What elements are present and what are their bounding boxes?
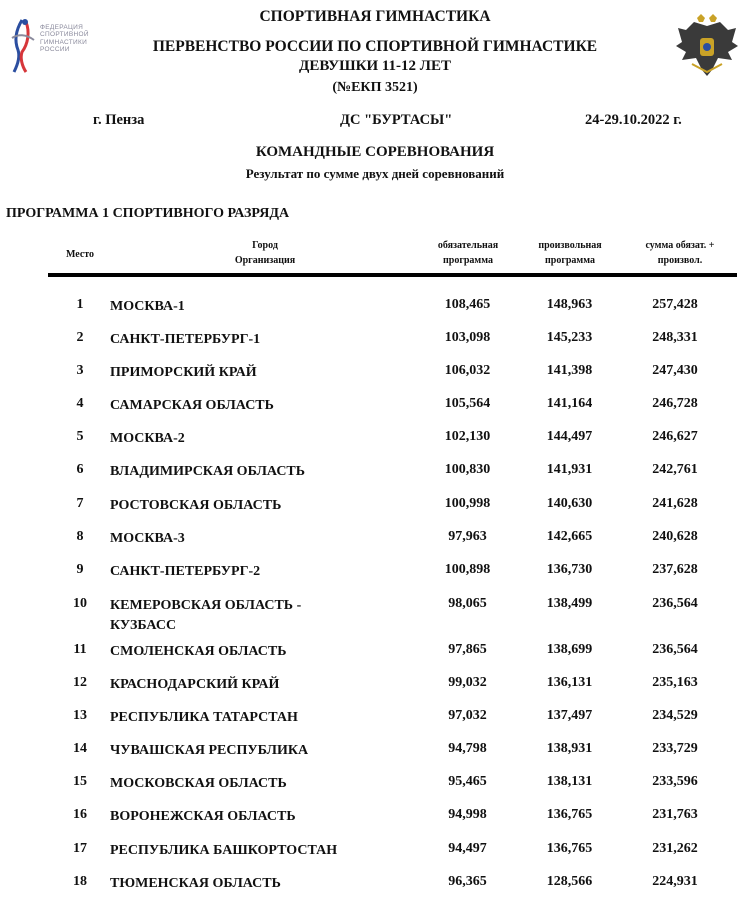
city: г. Пенза — [93, 112, 145, 128]
program-title: ПРОГРАММА 1 СПОРТИВНОГО РАЗРЯДА — [6, 206, 290, 221]
row-compulsory: 97,963 — [448, 529, 487, 544]
row-total: 247,430 — [652, 363, 698, 378]
championship-title: ПЕРВЕНСТВО РОССИИ ПО СПОРТИВНОЙ ГИМНАСТИКЕ — [152, 38, 598, 55]
category-title: ДЕВУШКИ 11-12 ЛЕТ — [299, 58, 451, 74]
row-place: 17 — [73, 841, 87, 856]
row-optional: 144,497 — [546, 429, 593, 444]
row-organization: РЕСПУБЛИКА ТАТАРСТАН — [110, 710, 298, 725]
row-optional: 136,131 — [546, 675, 593, 690]
row-compulsory: 95,465 — [448, 774, 487, 789]
col-header-place: Место — [65, 249, 95, 260]
row-compulsory: 96,365 — [448, 874, 487, 889]
row-place: 1 — [76, 297, 84, 312]
col-header-total-line: сумма обязат. + — [645, 240, 715, 251]
row-optional: 145,233 — [546, 330, 593, 345]
row-total: 248,331 — [652, 330, 698, 345]
sport-title: СПОРТИВНАЯ ГИМНАСТИКА — [259, 8, 491, 25]
row-compulsory: 94,798 — [448, 741, 487, 756]
row-optional: 136,765 — [546, 807, 593, 822]
row-compulsory: 106,032 — [444, 363, 491, 378]
row-place: 6 — [76, 462, 84, 477]
col-header-total-line: произвол. — [657, 255, 703, 266]
row-total: 236,564 — [652, 596, 698, 611]
col-header-compulsory — [418, 238, 518, 268]
row-optional: 136,765 — [546, 841, 593, 856]
col-header-optional-line: произвольная — [538, 240, 602, 251]
col-header-compulsory-line: обязательная — [437, 240, 499, 251]
venue: ДС "БУРТАСЫ" — [340, 112, 453, 128]
row-place: 2 — [76, 330, 84, 345]
row-total: 233,729 — [652, 741, 698, 756]
row-place: 8 — [76, 529, 84, 544]
row-organization: КЕМЕРОВСКАЯ ОБЛАСТЬ - КУЗБАСС — [110, 598, 302, 633]
row-compulsory: 97,865 — [448, 642, 487, 657]
row-organization: МОСКВА-3 — [110, 531, 185, 546]
row-optional: 140,630 — [546, 496, 593, 511]
row-compulsory: 100,830 — [444, 462, 491, 477]
col-header-total — [625, 238, 735, 268]
row-place: 14 — [73, 741, 87, 756]
row-place: 3 — [76, 363, 84, 378]
row-place: 5 — [76, 429, 84, 444]
header-divider — [48, 273, 737, 277]
result-note: Результат по сумме двух дней соревнований — [245, 166, 505, 181]
row-total: 231,763 — [652, 807, 698, 822]
competition-title: КОМАНДНЫЕ СОРЕВНОВАНИЯ — [255, 144, 495, 160]
row-optional: 142,665 — [546, 529, 593, 544]
row-place: 15 — [73, 774, 87, 789]
row-compulsory: 100,898 — [444, 562, 491, 577]
dates: 24-29.10.2022 г. — [585, 112, 682, 128]
row-organization: ВЛАДИМИРСКАЯ ОБЛАСТЬ — [110, 464, 306, 479]
col-header-org-line: Город — [252, 240, 278, 251]
row-optional: 128,566 — [546, 874, 593, 889]
row-optional: 138,699 — [546, 642, 593, 657]
row-compulsory: 98,065 — [448, 596, 487, 611]
row-place: 13 — [73, 708, 87, 723]
federation-line: РОССИИ — [40, 46, 70, 54]
row-place: 7 — [76, 496, 84, 511]
row-total: 237,628 — [652, 562, 698, 577]
federation-line: ГИМНАСТИКИ — [40, 38, 88, 46]
row-optional: 141,164 — [546, 396, 593, 411]
row-total: 224,931 — [652, 874, 698, 889]
row-organization: ЧУВАШСКАЯ РЕСПУБЛИКА — [110, 743, 309, 758]
row-organization: КРАСНОДАРСКИЙ КРАЙ — [110, 677, 280, 692]
row-total: 246,627 — [652, 429, 698, 444]
row-organization: ВОРОНЕЖСКАЯ ОБЛАСТЬ — [110, 809, 296, 824]
row-total: 242,761 — [652, 462, 698, 477]
col-header-org-line: Организация — [234, 255, 296, 266]
col-header-optional — [520, 238, 620, 268]
row-organization: МОСКВА-1 — [110, 299, 185, 314]
row-optional: 138,131 — [546, 774, 593, 789]
row-total: 241,628 — [652, 496, 698, 511]
federation-line: ФЕДЕРАЦИЯ — [40, 24, 84, 31]
row-compulsory: 108,465 — [444, 297, 491, 312]
row-optional: 141,931 — [546, 462, 593, 477]
row-organization: МОСКОВСКАЯ ОБЛАСТЬ — [110, 776, 287, 791]
row-optional: 136,730 — [546, 562, 593, 577]
row-total: 236,564 — [652, 642, 698, 657]
row-total: 240,628 — [652, 529, 698, 544]
row-compulsory: 100,998 — [444, 496, 491, 511]
row-place: 4 — [76, 396, 84, 411]
row-compulsory: 102,130 — [444, 429, 491, 444]
row-optional: 141,398 — [546, 363, 593, 378]
row-compulsory: 99,032 — [448, 675, 487, 690]
row-organization: СМОЛЕНСКАЯ ОБЛАСТЬ — [110, 644, 287, 659]
row-compulsory: 94,497 — [448, 841, 487, 856]
federation-line: СПОРТИВНОЙ — [40, 31, 89, 39]
row-organization: РОСТОВСКАЯ ОБЛАСТЬ — [110, 498, 282, 513]
ekp-number: (№ЕКП 3521) — [332, 80, 418, 95]
row-place: 10 — [73, 596, 87, 611]
row-place: 11 — [73, 642, 87, 657]
col-header-compulsory-line: программа — [443, 255, 493, 266]
row-organization: ТЮМЕНСКАЯ ОБЛАСТЬ — [110, 876, 281, 891]
row-organization: САНКТ-ПЕТЕРБУРГ-2 — [110, 564, 261, 579]
row-place: 12 — [73, 675, 87, 690]
row-organization: САНКТ-ПЕТЕРБУРГ-1 — [110, 332, 261, 347]
row-compulsory: 103,098 — [444, 330, 491, 345]
row-total: 246,728 — [652, 396, 698, 411]
row-total: 231,262 — [652, 841, 698, 856]
row-place: 9 — [76, 562, 84, 577]
col-header-org — [200, 238, 330, 268]
row-organization: САМАРСКАЯ ОБЛАСТЬ — [110, 398, 274, 413]
row-optional: 138,931 — [546, 741, 593, 756]
row-organization: МОСКВА-2 — [110, 431, 185, 446]
row-total: 235,163 — [652, 675, 698, 690]
row-total: 234,529 — [652, 708, 698, 723]
row-compulsory: 105,564 — [444, 396, 491, 411]
row-total: 233,596 — [652, 774, 698, 789]
row-place: 16 — [73, 807, 87, 822]
row-optional: 137,497 — [546, 708, 593, 723]
row-compulsory: 97,032 — [448, 708, 487, 723]
col-header-optional-line: программа — [545, 255, 595, 266]
row-organization: ПРИМОРСКИЙ КРАЙ — [110, 365, 257, 380]
row-organization: РЕСПУБЛИКА БАШКОРТОСТАН — [110, 843, 338, 858]
row-place: 18 — [73, 874, 87, 889]
row-total: 257,428 — [652, 297, 698, 312]
row-optional: 148,963 — [546, 297, 593, 312]
row-compulsory: 94,998 — [448, 807, 487, 822]
row-optional: 138,499 — [546, 596, 593, 611]
